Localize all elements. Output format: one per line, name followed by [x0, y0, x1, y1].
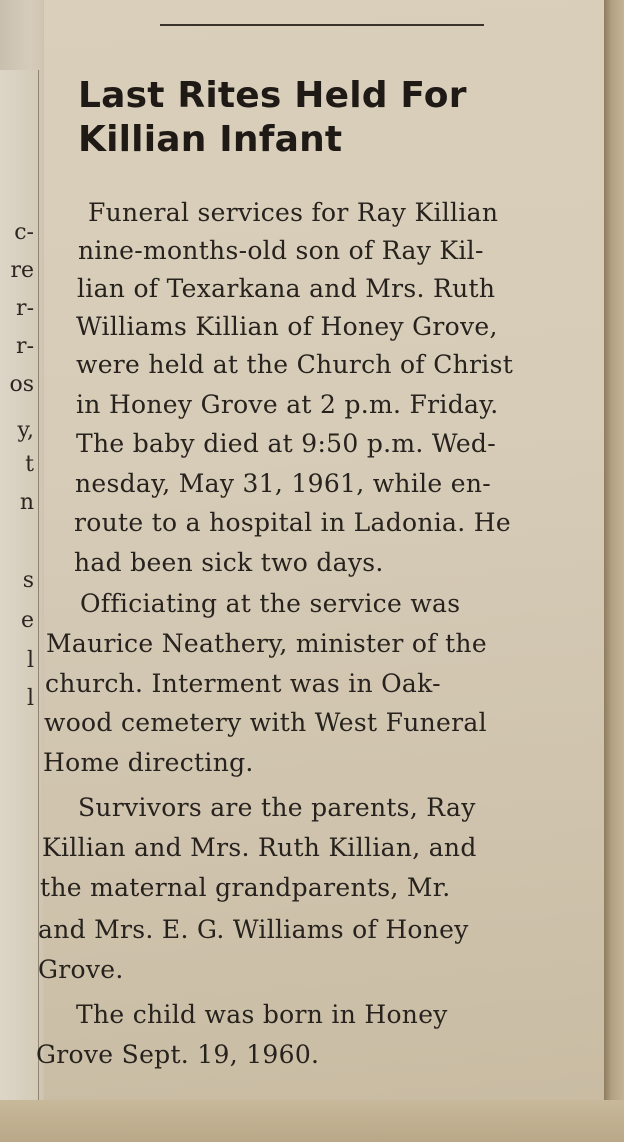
article-line: the maternal grandparents, Mr. [40, 873, 451, 902]
article-line: The baby died at 9:50 p.m. Wed- [76, 429, 496, 458]
fragment-text: r- [16, 296, 34, 321]
fragment-text: n [19, 490, 34, 515]
article-line: lian of Texarkana and Mrs. Ruth [77, 274, 496, 303]
article-line: route to a hospital in Ladonia. He [74, 508, 511, 537]
fragment-text: t [25, 452, 34, 477]
fragment-text: y, [17, 418, 34, 443]
article-line: wood cemetery with West Funeral [44, 708, 487, 737]
article-line: Funeral services for Ray Killian [88, 198, 499, 227]
article-line: were held at the Church of Christ [76, 350, 514, 379]
fragment-text: os [9, 372, 34, 397]
article-line: Grove Sept. 19, 1960. [36, 1040, 320, 1069]
article-line: and Mrs. E. G. Williams of Honey [38, 915, 469, 944]
fragment-text: l [26, 648, 34, 673]
article-line: nine-months-old son of Ray Kil- [78, 236, 484, 265]
fragment-text: e [20, 608, 34, 633]
article-line: Grove. [38, 955, 124, 984]
fragment-text: c- [14, 220, 34, 245]
article-line: Home directing. [43, 748, 254, 777]
article-line: Williams Killian of Honey Grove, [76, 312, 498, 341]
article-line: Officiating at the service was [80, 589, 461, 618]
headline: Last Rites Held For Killian Infant [78, 75, 467, 160]
article-line: had been sick two days. [74, 548, 384, 577]
fragment-text: re [10, 258, 34, 283]
article-line: Maurice Neathery, minister of the [46, 629, 487, 658]
article-line: in Honey Grove at 2 p.m. Friday. [76, 390, 499, 419]
article-line: Survivors are the parents, Ray [78, 793, 476, 822]
fragment-text: s [22, 568, 34, 593]
fragment-text: l [26, 686, 34, 711]
article-line: The child was born in Honey [76, 1000, 448, 1029]
article-line: church. Interment was in Oak- [45, 669, 441, 698]
fragment-text: r- [16, 334, 34, 359]
article-line: Killian and Mrs. Ruth Killian, and [42, 833, 477, 862]
article-line: nesday, May 31, 1961, while en- [75, 469, 492, 498]
